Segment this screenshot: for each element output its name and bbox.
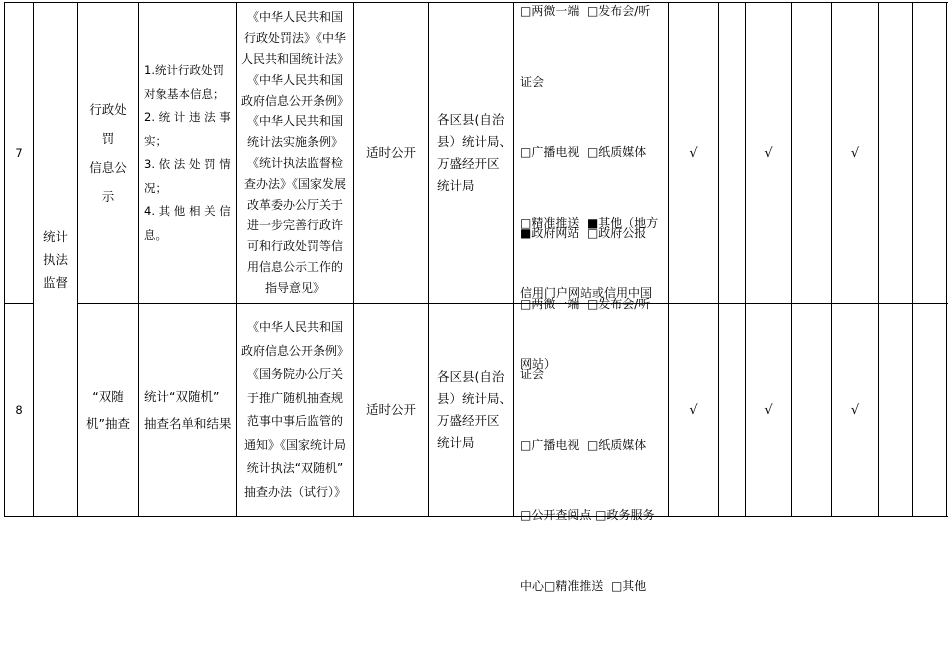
- check-mark: √: [764, 402, 773, 418]
- channel-line: 证会: [520, 74, 545, 89]
- grid-line-col: [912, 2, 913, 517]
- content-line: 1.统计行政处罚: [144, 63, 224, 77]
- basis-text: [241, 7, 349, 298]
- item-text: [86, 383, 130, 437]
- check-mark: √: [689, 145, 698, 161]
- content-line: 对象基本信息；: [144, 86, 225, 101]
- check-mark: √: [764, 145, 773, 161]
- basis-line: 行政处罚法》《中华: [243, 31, 346, 46]
- subject-line: 万盛经开区: [437, 413, 500, 428]
- content-line: 实；: [144, 133, 167, 148]
- content-line: 3. 依 法 处 罚 情: [144, 157, 231, 171]
- grid-line-col: [791, 2, 792, 517]
- subject-line: 统计局: [437, 178, 475, 193]
- item-line: 行政处: [89, 102, 127, 117]
- basis-line: 《中华人民共和国: [246, 72, 343, 87]
- basis-line: 政府信息公开条例》: [240, 343, 349, 358]
- channel-line: 中心□精准推送 □其他: [520, 578, 647, 593]
- channel-line: 信用门户网站或信用中国: [520, 286, 653, 301]
- subject-line: 各区县(自治: [437, 112, 505, 127]
- basis-line: 于推广随机抽查规: [246, 390, 343, 405]
- row-number-cell: [5, 3, 33, 303]
- category-cell: [34, 3, 77, 516]
- basis-line: 《中华人民共和国: [246, 114, 343, 129]
- item-text: [89, 95, 127, 211]
- grid-line-col: [946, 2, 947, 517]
- channel-line: □两微一端 □发布会/听: [520, 4, 651, 19]
- content-line: 息。: [144, 227, 167, 242]
- channel-text: [520, 175, 655, 645]
- time-text: 适时公开: [365, 401, 416, 417]
- basis-line: 用信息公示工作的: [246, 259, 343, 274]
- basis-line: 《中华人民共和国: [246, 10, 343, 25]
- grid-line-bottom: [4, 516, 948, 517]
- channel-line: □公开查阅点 □政务服务: [520, 508, 655, 522]
- basis-line: 通知》《国家统计局: [243, 437, 346, 452]
- check-mark: √: [850, 145, 860, 161]
- check-cell: [832, 304, 878, 516]
- item-line: “双随: [92, 389, 124, 404]
- content-line: 2. 统 计 违 法 事: [144, 110, 231, 124]
- content-text: [144, 383, 232, 437]
- subject-line: 万盛经开区: [437, 156, 500, 171]
- basis-line: 《统计执法监督检: [246, 156, 343, 170]
- time-text: 适时公开: [365, 144, 416, 160]
- subject-line: 县）统计局、: [437, 134, 513, 149]
- content-text: [144, 59, 231, 247]
- subject-cell: [429, 3, 513, 303]
- row-number: 8: [15, 402, 23, 417]
- subject-cell: [429, 304, 513, 516]
- item-line: 罚: [101, 131, 115, 146]
- check-mark: √: [689, 402, 698, 418]
- category-text: [43, 225, 68, 294]
- basis-line: 统计法实施条例》: [246, 135, 343, 150]
- check-cell: [746, 3, 791, 303]
- time-cell: [354, 304, 428, 516]
- item-cell: [78, 3, 138, 303]
- item-cell: [78, 304, 138, 516]
- basis-line: 政府信息公开条例》: [240, 93, 349, 108]
- subject-line: 县）统计局、: [437, 391, 513, 406]
- channel-line: ■政府网站 □政府公报: [520, 226, 647, 240]
- subject-line: 各区县(自治: [437, 369, 505, 384]
- content-cell: [139, 3, 236, 303]
- subject-text: [437, 109, 512, 197]
- channel-line: 网站）: [520, 356, 557, 371]
- basis-line: 《中华人民共和国: [246, 320, 343, 334]
- check-cell: [669, 304, 718, 516]
- subject-line: 统计局: [437, 435, 475, 450]
- item-line: 机”抽查: [86, 416, 130, 431]
- check-cell: [832, 3, 878, 303]
- item-line: 示: [101, 189, 115, 204]
- content-line: 况；: [144, 180, 167, 195]
- grid-line-col: [878, 2, 879, 517]
- basis-line: 范事中事后监管的: [246, 414, 343, 428]
- channel-line: 证会: [520, 367, 545, 381]
- basis-cell: [237, 3, 353, 303]
- row-number-cell: [5, 304, 33, 516]
- basis-line: 可和行政处罚等信: [246, 239, 343, 254]
- item-line: 信息公: [89, 160, 127, 175]
- content-cell: [139, 304, 236, 516]
- category-line: 执法: [42, 252, 68, 267]
- check-cell: [746, 304, 791, 516]
- channel-line: □广播电视 □纸质媒体: [520, 145, 647, 160]
- content-line: 统计“双随机”: [144, 389, 220, 404]
- content-line: 抽查名单和结果: [144, 416, 232, 431]
- basis-line: 查办法》《国家发展: [243, 176, 346, 191]
- time-cell: [354, 3, 428, 303]
- basis-line: 进一步完善行政许: [246, 218, 343, 233]
- basis-line: 抽查办法（试行）》: [243, 484, 346, 499]
- content-line: 4. 其 他 相 关 信: [144, 204, 231, 218]
- category-line: 统计: [42, 229, 68, 244]
- basis-line: 统计执法“双随机”: [246, 461, 344, 475]
- basis-line: 《国务院办公厅关: [246, 367, 343, 381]
- grid-line-col: [718, 2, 719, 517]
- check-mark: √: [850, 402, 860, 418]
- check-cell: [669, 3, 718, 303]
- basis-line: 改革委办公厅关于: [246, 197, 343, 212]
- subject-text: [437, 366, 512, 454]
- basis-cell: [237, 304, 353, 516]
- category-line: 监督: [42, 275, 68, 290]
- row-number: 7: [15, 145, 23, 160]
- basis-line: 人民共和国统计法》: [240, 52, 349, 67]
- channel-line: □精准推送 ■其他（地方: [520, 215, 659, 230]
- basis-text: [241, 316, 349, 504]
- channel-line: □两微一端 □发布会/听: [520, 296, 651, 311]
- channel-line: □广播电视 □纸质媒体: [520, 437, 647, 452]
- basis-line: 指导意见》: [264, 280, 325, 295]
